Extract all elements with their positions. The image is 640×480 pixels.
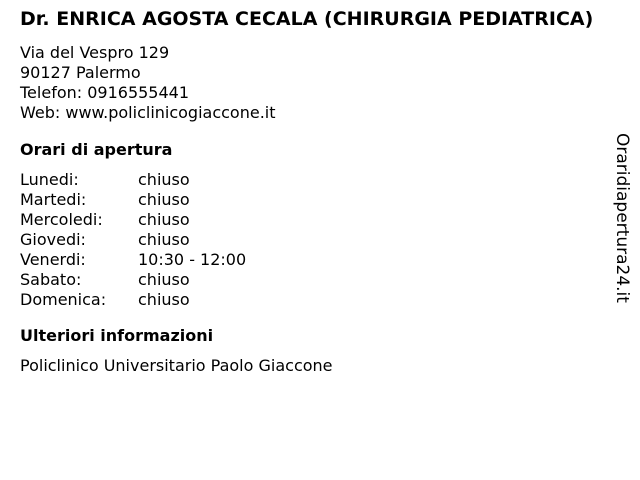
hours-row-wednesday [20, 210, 610, 230]
day-hours: 10:30 - 12:00 [138, 250, 247, 269]
more-info-heading: Ulteriori informazioni [20, 326, 214, 345]
day-label: Mercoledi: [20, 210, 103, 229]
day-hours: chiuso [138, 290, 190, 309]
hours-row-thursday [20, 230, 610, 250]
hours-row-monday [20, 170, 610, 190]
day-hours: chiuso [138, 270, 190, 289]
day-hours: chiuso [138, 230, 190, 249]
day-label: Domenica: [20, 290, 107, 309]
opening-hours-heading: Orari di apertura [20, 140, 173, 159]
contact-block [20, 43, 610, 123]
day-label: Martedi: [20, 190, 87, 209]
day-label: Venerdi: [20, 250, 86, 269]
opening-hours-table [20, 170, 610, 310]
site-brand-vertical[interactable]: Oraridiapertura24.it [612, 133, 632, 303]
address-city: 90127 Palermo [20, 63, 141, 82]
more-info-text: Policlinico Universitario Paolo Giaccone [20, 356, 333, 375]
day-hours: chiuso [138, 170, 190, 189]
phone-number[interactable]: Telefon: 0916555441 [20, 83, 190, 102]
business-card [20, 8, 610, 376]
day-label: Giovedi: [20, 230, 86, 249]
hours-row-saturday [20, 270, 610, 290]
day-label: Lunedi: [20, 170, 79, 189]
website-link[interactable]: Web: www.policlinicogiaccone.it [20, 103, 276, 122]
hours-row-tuesday [20, 190, 610, 210]
day-label: Sabato: [20, 270, 82, 289]
day-hours: chiuso [138, 190, 190, 209]
hours-row-sunday [20, 290, 610, 310]
address-street: Via del Vespro 129 [20, 43, 170, 62]
day-hours: chiuso [138, 210, 190, 229]
business-title: Dr. ENRICA AGOSTA CECALA (CHIRURGIA PEDIATRICA) [20, 8, 594, 30]
hours-row-friday [20, 250, 610, 270]
